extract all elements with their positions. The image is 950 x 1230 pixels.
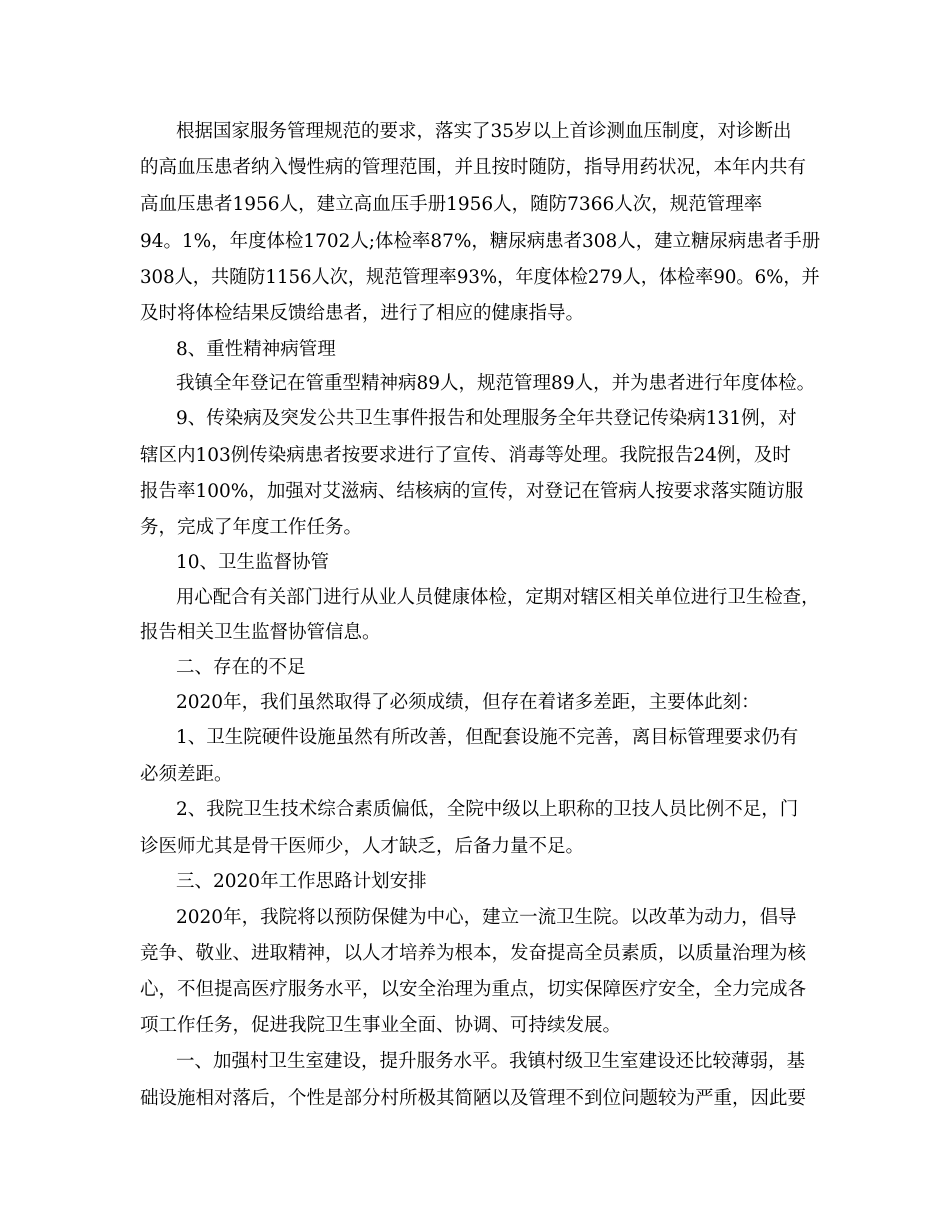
text-line: 一、加强村卫生室建设，提升服务水平。我镇村级卫生室建设还比较薄弱，基 [176, 1051, 806, 1072]
text-line: 竞争、敬业、进取精神，以人才培养为根本，发奋提高全员素质，以质量治理为核 [140, 943, 807, 964]
section-heading: 10、卫生监督协管 [176, 552, 330, 573]
text-line: 2020年，我院将以预防保健为中心，建立一流卫生院。以改革为动力，倡导 [176, 907, 797, 928]
text-line: 308人，共随防1156人次，规范管理率93%，年度体检279人，体检率90。6%，并 [140, 267, 820, 288]
text-line: 用心配合有关部门进行从业人员健康体检，定期对辖区相关单位进行卫生检查， [176, 587, 820, 608]
text-line: 2、我院卫生技术综合素质偏低，全院中级以上职称的卫技人员比例不足，门 [176, 799, 799, 820]
text-line: 报告相关卫生监督协管信息。 [140, 622, 381, 643]
text-line: 高血压患者1956人，建立高血压手册1956人，随防7366人次，规范管理率 [140, 194, 763, 215]
text-line: 础设施相对落后，个性是部分村所极其简陋以及管理不到位问题较为严重，因此要 [140, 1088, 807, 1109]
text-line: 我镇全年登记在管重型精神病89人，规范管理89人，并为患者进行年度体检。 [176, 373, 816, 394]
text-line: 心，不但提高医疗服务水平，以安全治理为重点，切实保障医疗安全，全力完成各 [140, 979, 807, 1000]
text-line: 94。1%，年度体检1702人;体检率87%，糖尿病患者308人，建立糖尿病患者手册 [140, 231, 821, 252]
text-line: 辖区内103例传染病患者按要求进行了宣传、消毒等处理。我院报告24例，及时 [140, 445, 791, 466]
text-line: 的高血压患者纳入慢性病的管理范围，并且按时随防，指导用药状况，本年内共有 [140, 157, 807, 178]
text-line: 报告率100%，加强对艾滋病、结核病的宣传，对登记在管病人按要求落实随访服 [140, 481, 804, 502]
text-line: 务，完成了年度工作任务。 [140, 517, 363, 538]
text-line: 项工作任务，促进我院卫生事业全面、协调、可持续发展。 [140, 1015, 622, 1036]
text-line: 必须差距。 [140, 764, 233, 785]
text-line: 及时将体检结果反馈给患者，进行了相应的健康指导。 [140, 303, 585, 324]
section-heading: 三、2020年工作思路计划安排 [176, 871, 427, 892]
section-heading: 二、存在的不足 [176, 657, 306, 678]
section-heading: 8、重性精神病管理 [176, 339, 336, 360]
text-line: 诊医师尤其是骨干医师少，人才缺乏，后备力量不足。 [140, 836, 585, 857]
section-heading: 9、传染病及突发公共卫生事件报告和处理服务全年共登记传染病131例，对 [176, 408, 797, 429]
text-line: 根据国家服务管理规范的要求，落实了35岁以上首诊测血压制度，对诊断出 [176, 121, 792, 142]
text-line: 2020年，我们虽然取得了必须成绩，但存在着诸多差距，主要体此刻： [176, 692, 760, 713]
text-line: 1、卫生院硬件设施虽然有所改善，但配套设施不完善，离目标管理要求仍有 [176, 727, 799, 748]
